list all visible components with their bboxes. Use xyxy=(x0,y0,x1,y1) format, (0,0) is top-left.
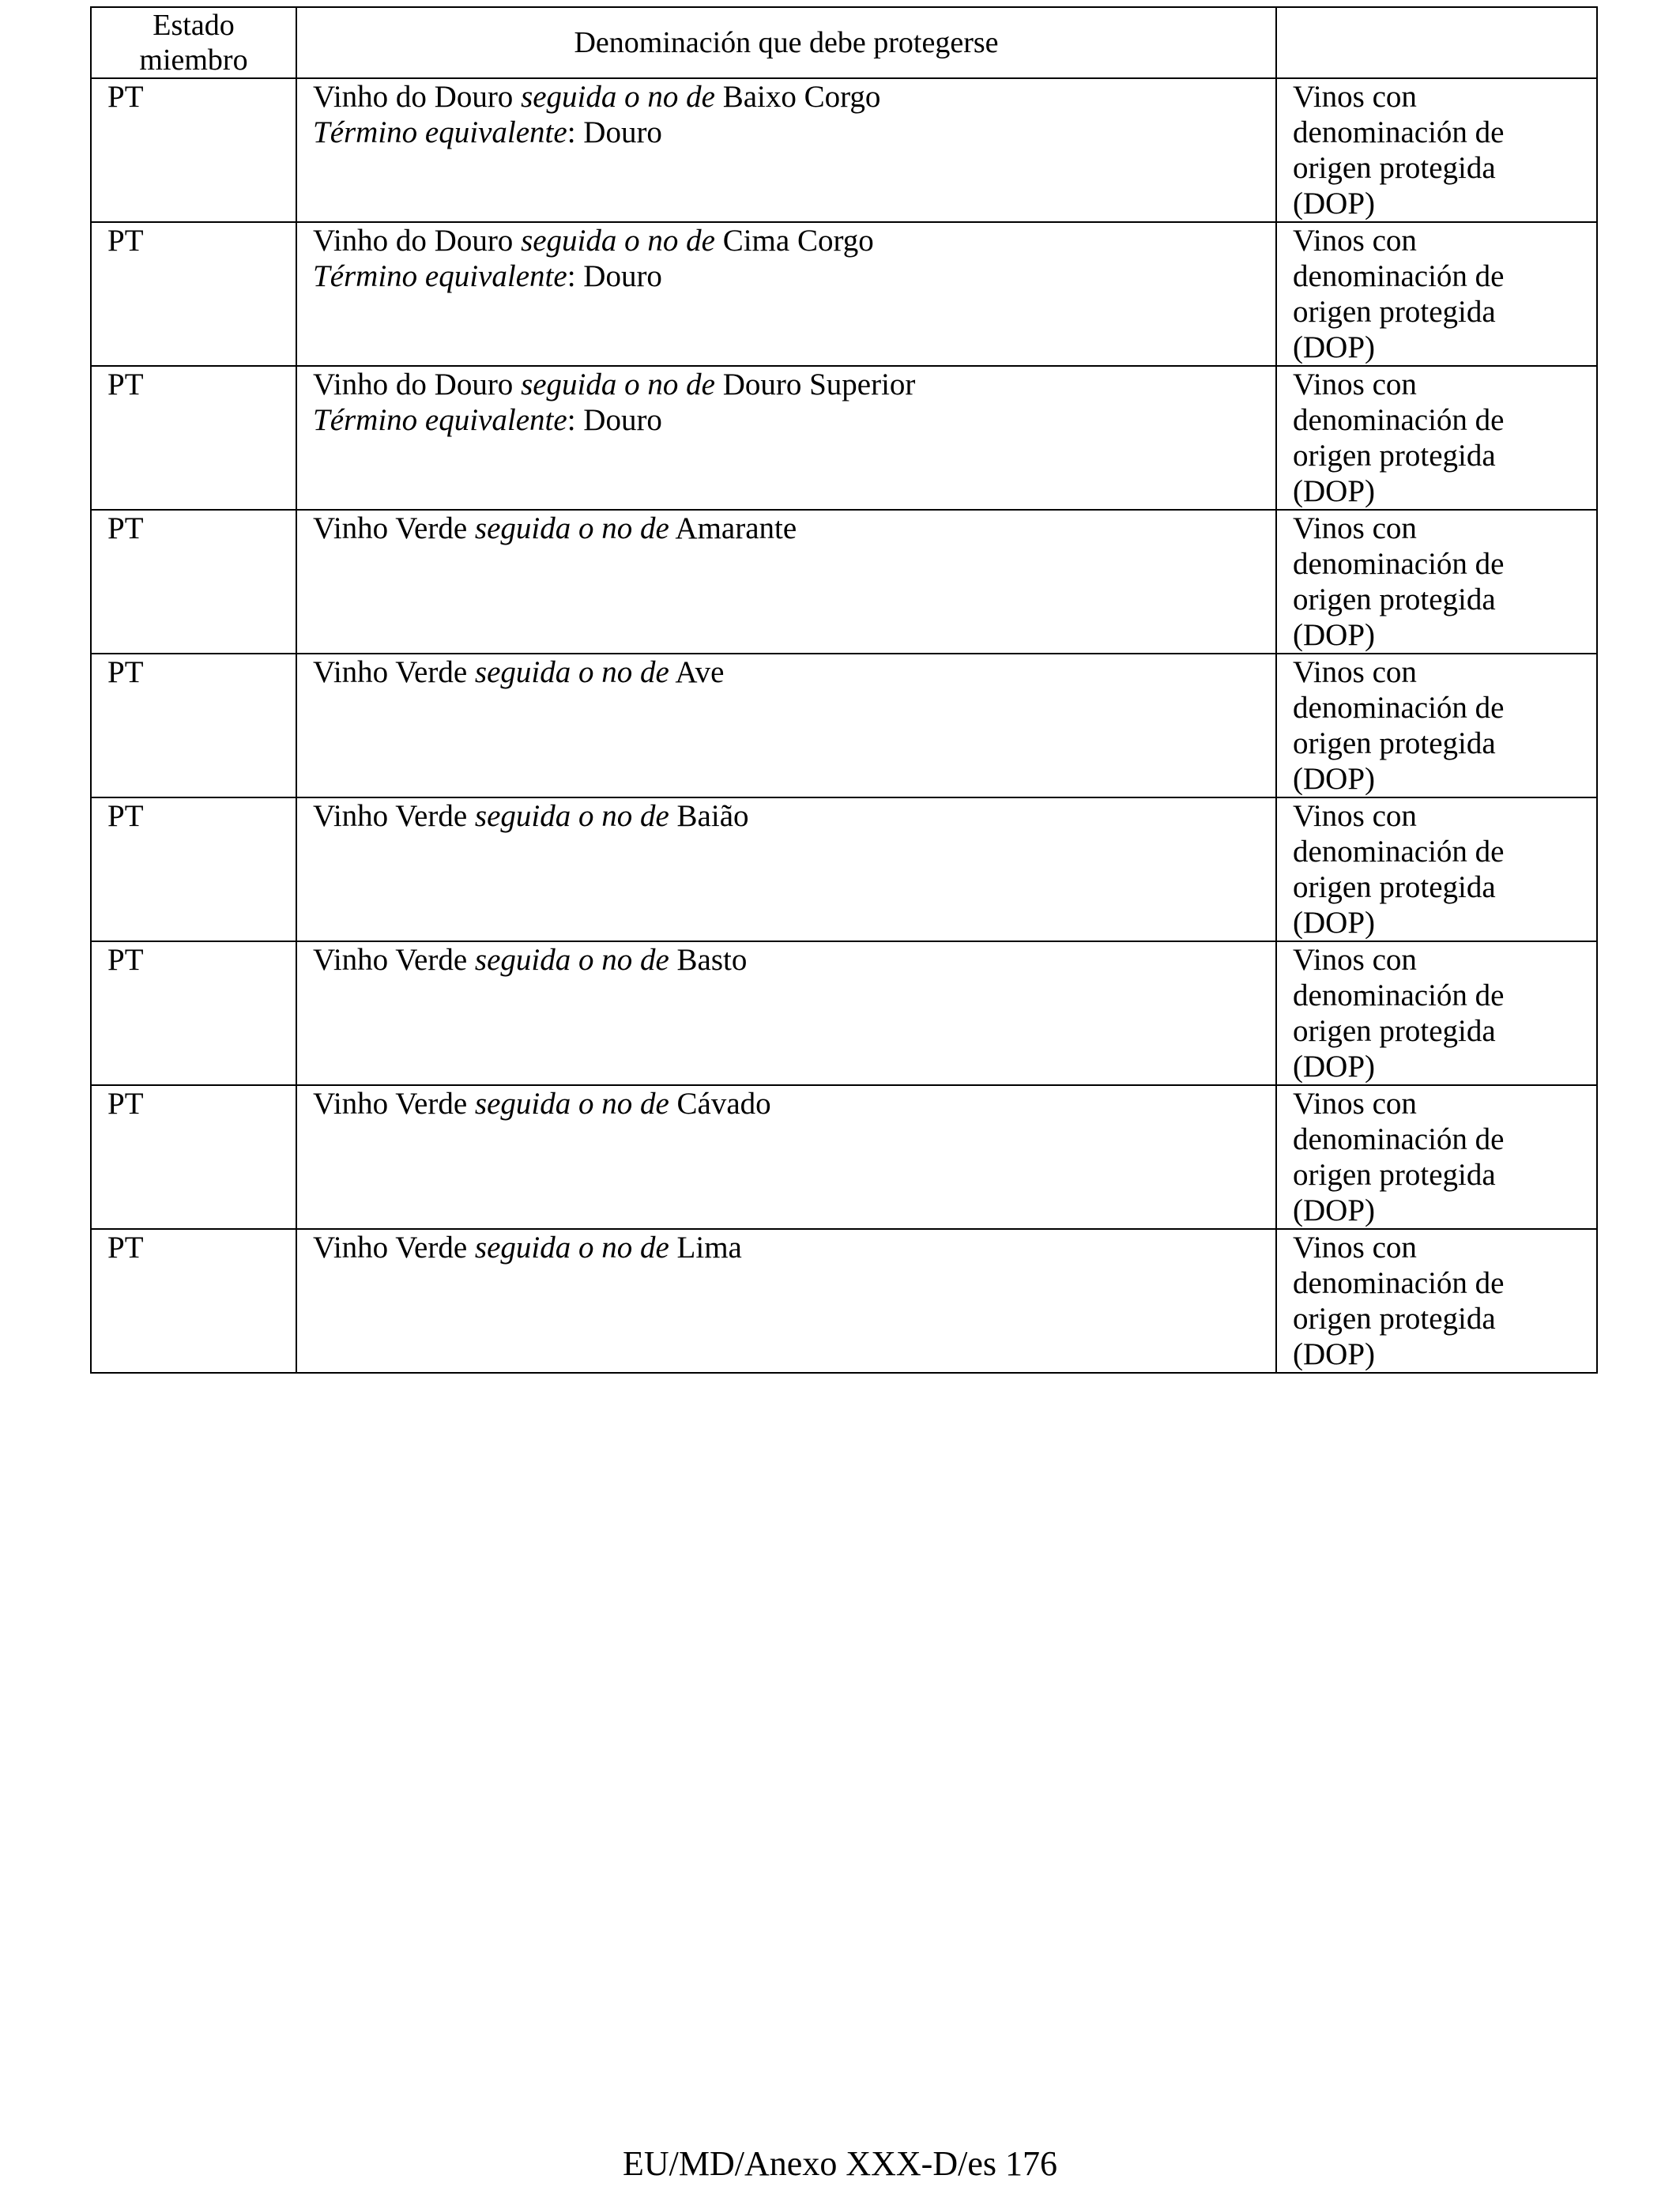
equivalent-term-value: : Douro xyxy=(567,115,662,149)
denomination-main: Vinho do Douro xyxy=(313,80,514,114)
cell-denomination xyxy=(296,941,1276,1085)
denomination-connector: seguida o no de xyxy=(474,1231,669,1265)
cell-denomination xyxy=(296,654,1276,797)
denomination-suffix: Lima xyxy=(676,1231,742,1265)
cell-denomination xyxy=(296,222,1276,366)
denomination-suffix: Basto xyxy=(676,943,748,977)
denomination-suffix: Amarante xyxy=(675,511,797,545)
equivalent-term-line xyxy=(313,258,1260,294)
denomination-line xyxy=(313,511,1260,546)
table-row xyxy=(91,1229,1597,1373)
denomination-connector: seguida o no de xyxy=(474,511,669,545)
denomination-main: Vinho Verde xyxy=(313,1231,468,1265)
cell-category: Vinos con denominación de origen protegida (DOP) xyxy=(1276,1229,1597,1373)
cell-category: Vinos con denominación de origen protegida (DOP) xyxy=(1276,78,1597,222)
equivalent-term-value: : Douro xyxy=(567,403,662,437)
equivalent-term-value: : Douro xyxy=(567,259,662,293)
denomination-main: Vinho Verde xyxy=(313,511,468,545)
table-row xyxy=(91,797,1597,941)
equivalent-term-label: Término equivalente xyxy=(313,403,567,437)
header-category xyxy=(1276,7,1597,78)
denomination-connector: seguida o no de xyxy=(474,1087,669,1121)
denomination-connector: seguida o no de xyxy=(474,655,669,689)
denomination-suffix: Cima Corgo xyxy=(722,224,874,258)
cell-category: Vinos con denominación de origen protegida (DOP) xyxy=(1276,941,1597,1085)
denomination-connector: seguida o no de xyxy=(521,80,715,114)
cell-member-state: PT xyxy=(91,510,296,654)
denomination-suffix: Douro Superior xyxy=(722,368,916,401)
cell-denomination xyxy=(296,797,1276,941)
denomination-line xyxy=(313,79,1260,115)
page-footer-reference: EU/MD/Anexo XXX-D/es 176 xyxy=(623,2144,1057,2183)
denomination-connector: seguida o no de xyxy=(521,224,715,258)
denomination-main: Vinho do Douro xyxy=(313,224,514,258)
cell-category: Vinos con denominación de origen protegida (DOP) xyxy=(1276,797,1597,941)
denomination-suffix: Ave xyxy=(675,655,725,689)
table-row xyxy=(91,222,1597,366)
denomination-connector: seguida o no de xyxy=(474,943,669,977)
cell-member-state: PT xyxy=(91,654,296,797)
denomination-connector: seguida o no de xyxy=(474,799,669,833)
cell-denomination xyxy=(296,1229,1276,1373)
cell-member-state: PT xyxy=(91,797,296,941)
cell-member-state: PT xyxy=(91,222,296,366)
header-denomination: Denominación que debe protegerse xyxy=(296,7,1276,78)
cell-denomination xyxy=(296,1085,1276,1229)
denomination-line xyxy=(313,1086,1260,1122)
cell-denomination xyxy=(296,78,1276,222)
denomination-suffix: Cávado xyxy=(676,1087,771,1121)
denomination-line xyxy=(313,223,1260,258)
denomination-main: Vinho Verde xyxy=(313,799,468,833)
equivalent-term-line xyxy=(313,115,1260,150)
denomination-line xyxy=(313,1230,1260,1265)
denomination-suffix: Baião xyxy=(676,799,749,833)
cell-denomination xyxy=(296,366,1276,510)
denominations-table xyxy=(90,6,1598,1374)
equivalent-term-label: Término equivalente xyxy=(313,259,567,293)
table-row xyxy=(91,366,1597,510)
denomination-main: Vinho Verde xyxy=(313,1087,468,1121)
cell-category: Vinos con denominación de origen protegida (DOP) xyxy=(1276,510,1597,654)
cell-category: Vinos con denominación de origen protegida (DOP) xyxy=(1276,654,1597,797)
equivalent-term-label: Término equivalente xyxy=(313,115,567,149)
table-row xyxy=(91,1085,1597,1229)
denomination-main: Vinho Verde xyxy=(313,943,468,977)
cell-denomination xyxy=(296,510,1276,654)
denomination-line xyxy=(313,942,1260,978)
denomination-suffix: Baixo Corgo xyxy=(722,80,881,114)
cell-member-state: PT xyxy=(91,941,296,1085)
table-row xyxy=(91,654,1597,797)
cell-category: Vinos con denominación de origen protegida (DOP) xyxy=(1276,222,1597,366)
denomination-line xyxy=(313,654,1260,690)
header-member-state: Estado miembro xyxy=(91,7,296,78)
cell-category: Vinos con denominación de origen protegida (DOP) xyxy=(1276,1085,1597,1229)
cell-member-state: PT xyxy=(91,1085,296,1229)
cell-member-state: PT xyxy=(91,1229,296,1373)
cell-member-state: PT xyxy=(91,78,296,222)
equivalent-term-line xyxy=(313,402,1260,438)
denomination-line xyxy=(313,798,1260,834)
table-row xyxy=(91,510,1597,654)
cell-category: Vinos con denominación de origen protegida (DOP) xyxy=(1276,366,1597,510)
denomination-connector: seguida o no de xyxy=(521,368,715,401)
denomination-line xyxy=(313,367,1260,402)
table-row xyxy=(91,941,1597,1085)
table-header-row xyxy=(91,7,1597,78)
cell-member-state: PT xyxy=(91,366,296,510)
denomination-main: Vinho Verde xyxy=(313,655,468,689)
denomination-main: Vinho do Douro xyxy=(313,368,514,401)
table-row xyxy=(91,78,1597,222)
